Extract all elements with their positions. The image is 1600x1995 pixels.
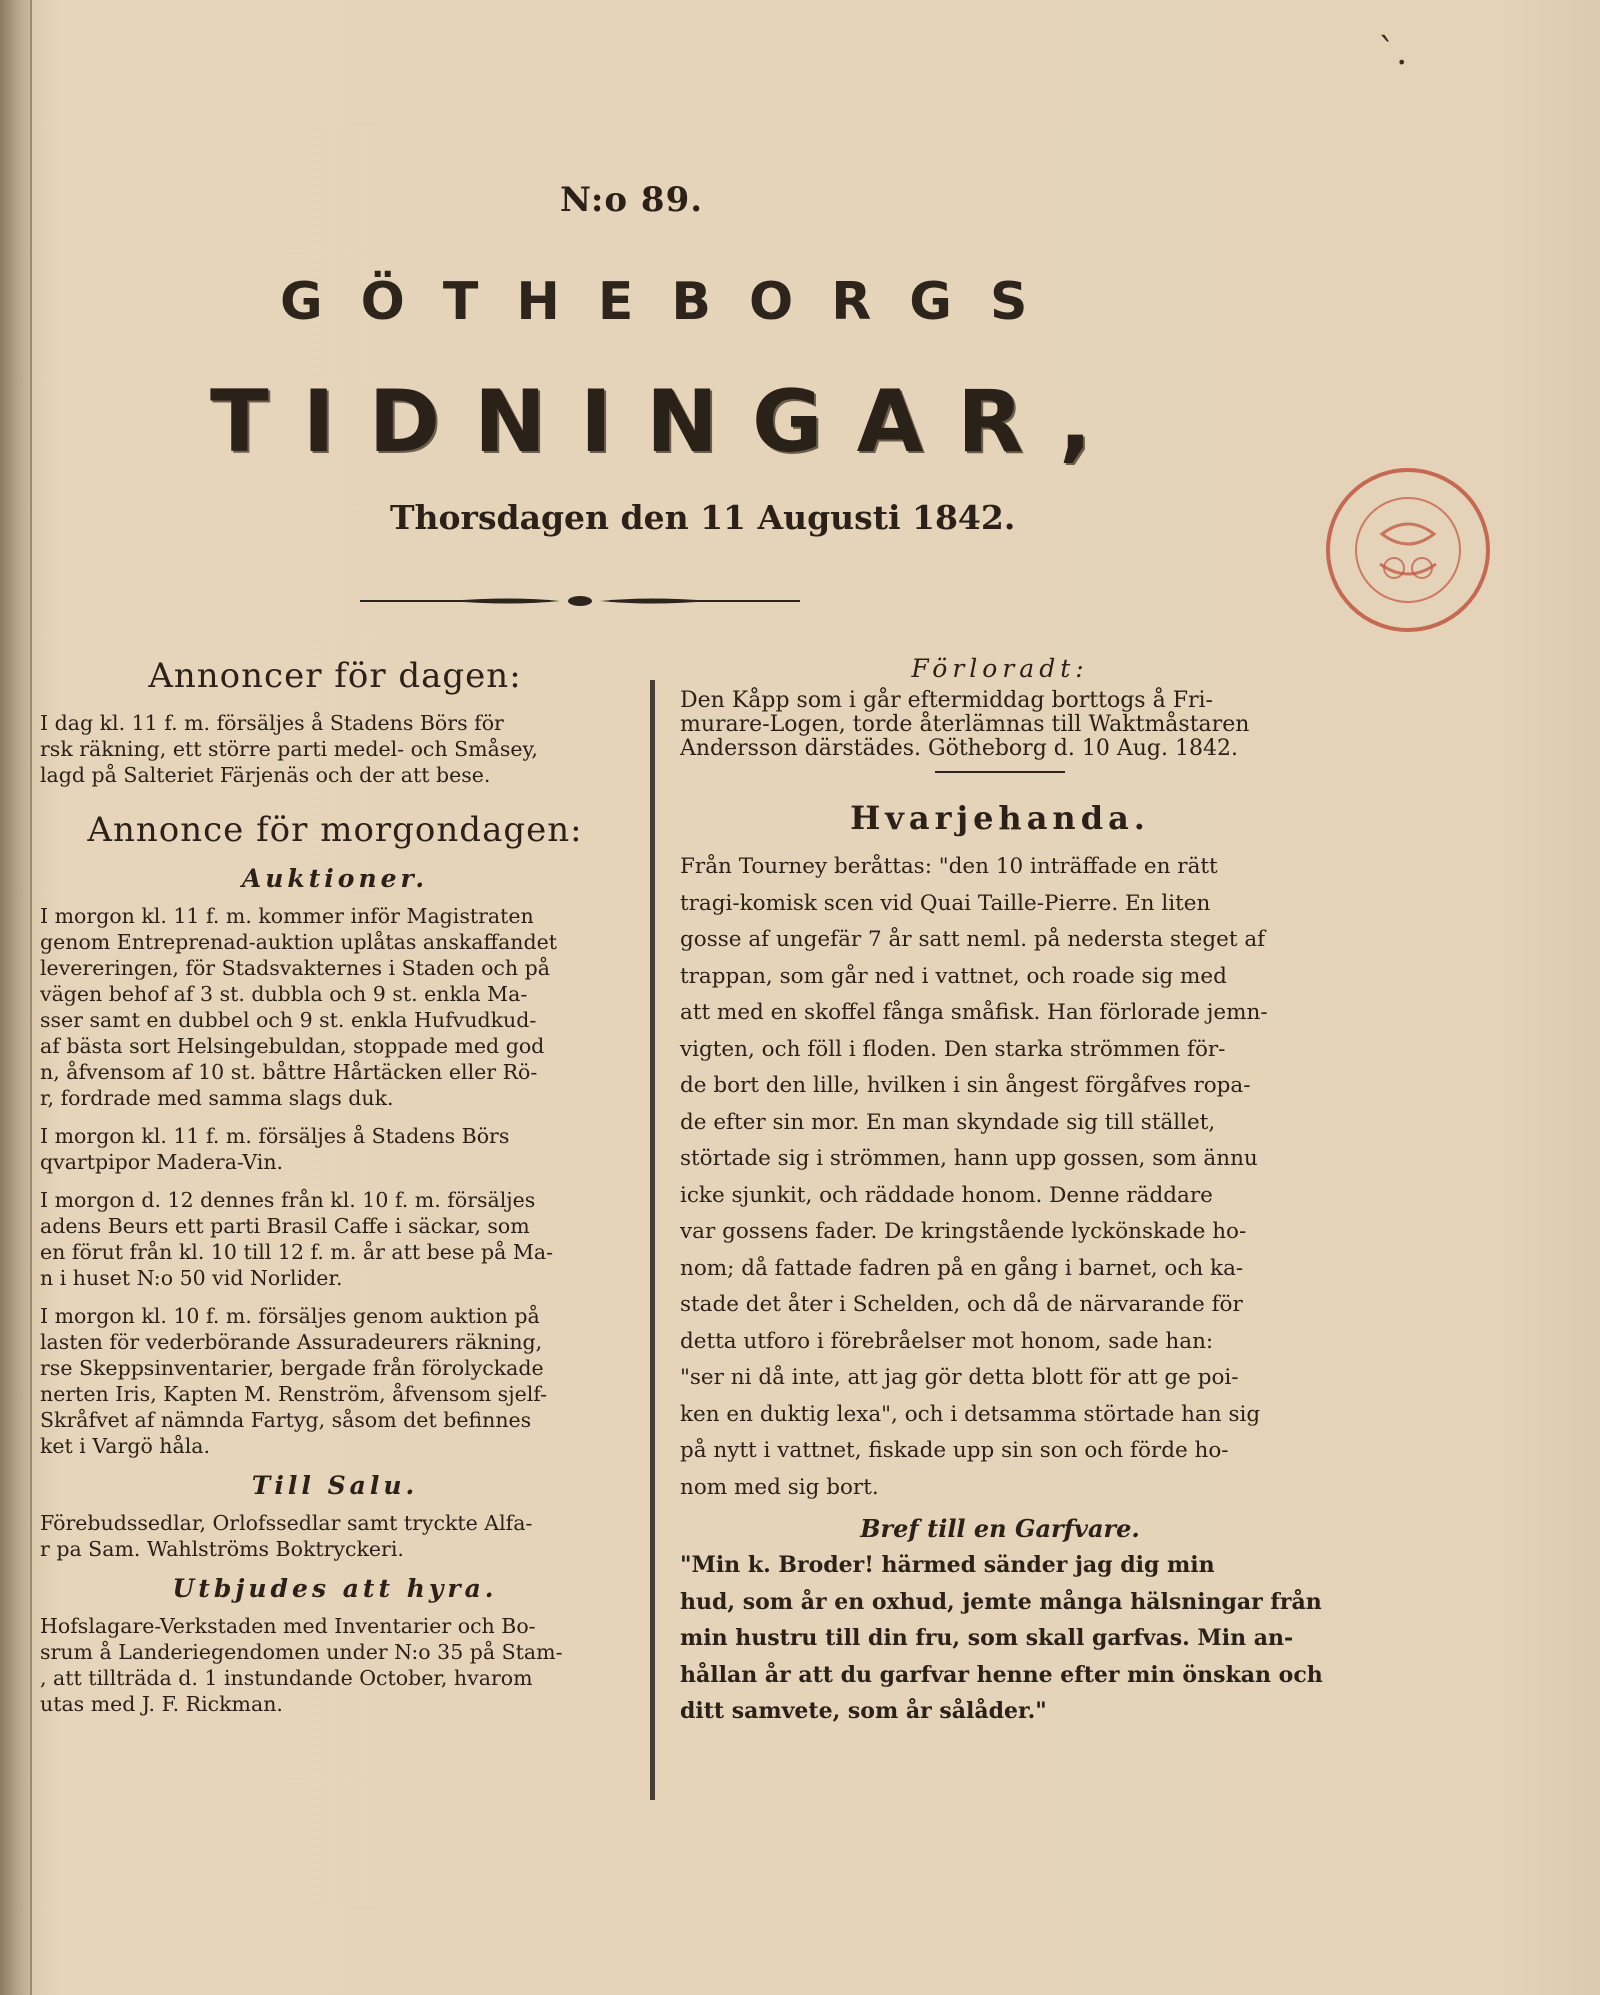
text-line: min hustru till din fru, som skall garfvas. Min an- [680, 1625, 1294, 1651]
text-line: I morgon kl. 11 f. m. kommer inför Magistraten [40, 904, 534, 928]
text-line: "Min k. Broder! härmed sänder jag dig min [680, 1552, 1215, 1578]
miscellany-article [680, 849, 1320, 1506]
section-auctions: Auktioner. [241, 864, 429, 893]
for-sale-ad [40, 1510, 630, 1562]
column-divider [650, 680, 655, 1800]
right-column [680, 652, 1323, 1730]
text-line: r, fordrade med samma slags duk. [40, 1086, 394, 1110]
auction-4 [40, 1303, 630, 1459]
ad-today [40, 710, 630, 788]
auction-1 [40, 903, 630, 1111]
text-line: detta utforo i förebråelser mot honom, sade han: [680, 1328, 1214, 1354]
text-line: qvartpipor Madera-Vin. [40, 1150, 284, 1174]
text-line: utas med J. F. Rickman. [40, 1692, 283, 1716]
page-binding [0, 0, 30, 1995]
text-line: Hofslagare-Verkstaden med Inventarier och Bo- [40, 1614, 536, 1638]
text-line: nom med sig bort. [680, 1474, 879, 1500]
text-line: Den Kåpp som i går eftermiddag borttogs å Fri- [680, 688, 1213, 713]
auction-3 [40, 1187, 630, 1291]
text-line: I dag kl. 11 f. m. försäljes å Stadens Börs för [40, 711, 504, 735]
text-line: vägen behof af 3 st. dubbla och 9 st. enkla Ma- [40, 982, 528, 1006]
text-line: levereringen, för Stadsvakternes i Staden och på [40, 956, 550, 980]
section-for-sale: Till Salu. [251, 1471, 419, 1500]
text-line: stade det åter i Schelden, och då de närvarande för [680, 1292, 1243, 1317]
text-line: srum å Landeriegendomen under N:o 35 på Stam- [40, 1640, 563, 1664]
section-for-rent: Utbjudes att hyra. [172, 1574, 498, 1603]
text-line: "ser ni då inte, att jag gör detta blott för att ge poi- [680, 1365, 1239, 1390]
text-line: Förebudssedlar, Orlofssedlar samt tryckte Alfa- [40, 1511, 533, 1535]
text-line: de efter sin mor. En man skyndade sig till stället, [680, 1109, 1216, 1135]
text-line: var gossens fader. De kringstående lyckönskade ho- [680, 1219, 1247, 1244]
binding-edge [30, 0, 32, 1995]
text-line: ditt samvete, som år sålåder." [680, 1698, 1047, 1724]
for-rent-ad [40, 1613, 630, 1717]
issue-number: N:o 89. [560, 180, 704, 220]
heading-ads-today: Annoncer för dagen: [148, 656, 522, 696]
text-line: de bort den lille, hvilken i sin ångest förgåfves ropa- [680, 1073, 1251, 1098]
text-line: sser samt en dubbel och 9 st. enkla Hufvudkud- [40, 1008, 537, 1032]
left-column [40, 652, 630, 1729]
heading-miscellany: Hvarjehanda. [850, 799, 1150, 837]
text-line: genom Entreprenad-auktion uplåtas anskaffandet [40, 930, 557, 954]
text-line: r pa Sam. Wahlströms Boktryckeri. [40, 1537, 404, 1561]
text-line: Andersson därstädes. Götheborg d. 10 Aug. 1842. [680, 736, 1238, 761]
text-line: I morgon kl. 11 f. m. försäljes å Stadens Börs [40, 1124, 510, 1148]
text-line: tragi-komisk scen vid Quai Taille-Pierre. En liten [680, 890, 1211, 916]
auction-2 [40, 1123, 630, 1175]
lost-notice [680, 689, 1320, 761]
text-line: I morgon kl. 10 f. m. försäljes genom auktion på [40, 1304, 540, 1328]
text-line: Skråfvet af nämnda Fartyg, såsom det befinnes [40, 1408, 532, 1432]
text-line: hållan år att du garfvar henne efter min önskan och [680, 1661, 1323, 1688]
text-line: icke sjunkit, och räddade honom. Denne räddare [680, 1182, 1213, 1208]
text-line: Från Tourney beråttas: "den 10 inträffade en rätt [680, 854, 1218, 879]
masthead-line-2: TIDNINGAR, [210, 372, 1126, 472]
text-line: adens Beurs ett parti Brasil Caffe i säckar, som [40, 1214, 530, 1238]
text-line: en förut från kl. 10 till 12 f. m. år att bese på Ma- [40, 1240, 554, 1264]
text-line: gosse af ungefär 7 år satt neml. på nedersta steget af [680, 927, 1266, 952]
text-line: , att tillträda d. 1 instundande October, hvarom [40, 1666, 533, 1690]
ornamental-rule [360, 594, 800, 608]
masthead-line-1: GÖTHEBORGS [280, 272, 1066, 332]
text-line: rsk räkning, ett större parti medel- och Småsey, [40, 737, 538, 761]
text-line: murare-Logen, torde återlämnas till Waktmåstaren [680, 712, 1250, 737]
text-line: nerten Iris, Kapten M. Renström, åfvensom sjelf- [40, 1382, 548, 1406]
dateline: Thorsdagen den 11 Augusti 1842. [390, 498, 1016, 537]
text-line: rse Skeppsinventarier, bergade från förolyckade [40, 1356, 544, 1380]
heading-letter: Bref till en Garfvare. [860, 1514, 1140, 1543]
heading-ads-tomorrow: Annonce för morgondagen: [87, 810, 583, 850]
text-line: lagd på Salteriet Färjenäs och der att bese. [40, 763, 491, 787]
text-line: lasten för vederbörande Assuradeurers räkning, [40, 1330, 543, 1354]
section-rule [935, 771, 1065, 773]
text-line: n i huset N:o 50 vid Norlider. [40, 1266, 343, 1290]
letter-article [680, 1547, 1323, 1730]
text-line: ken en duktig lexa", och i detsamma störtade han sig [680, 1401, 1261, 1427]
section-lost: Förloradt: [911, 654, 1089, 683]
text-line: vigten, och föll i floden. Den starka strömmen för- [680, 1036, 1226, 1062]
text-line: störtade sig i strömmen, hann upp gossen, som ännu [680, 1146, 1258, 1171]
text-line: nom; då fattade fadren på en gång i barnet, och ka- [680, 1255, 1244, 1281]
text-line: hud, som år en oxhud, jemte många hälsningar från [680, 1588, 1322, 1615]
text-line: ket i Vargö håla. [40, 1434, 211, 1458]
text-line: trappan, som går ned i vattnet, och roade sig med [680, 963, 1227, 989]
text-line: n, åfvensom af 10 st. båttre Hårtäcken eller Rö- [40, 1060, 538, 1084]
corner-mark: `. [1378, 32, 1408, 73]
library-stamp [1322, 464, 1494, 636]
text-line: I morgon d. 12 dennes från kl. 10 f. m. försäljes [40, 1188, 536, 1212]
text-line: af bästa sort Helsingebuldan, stoppade med god [40, 1034, 545, 1058]
text-line: på nytt i vattnet, fiskade upp sin son och förde ho- [680, 1438, 1229, 1463]
text-line: att med en skoffel fånga småfisk. Han förlorade jemn- [680, 1000, 1268, 1025]
